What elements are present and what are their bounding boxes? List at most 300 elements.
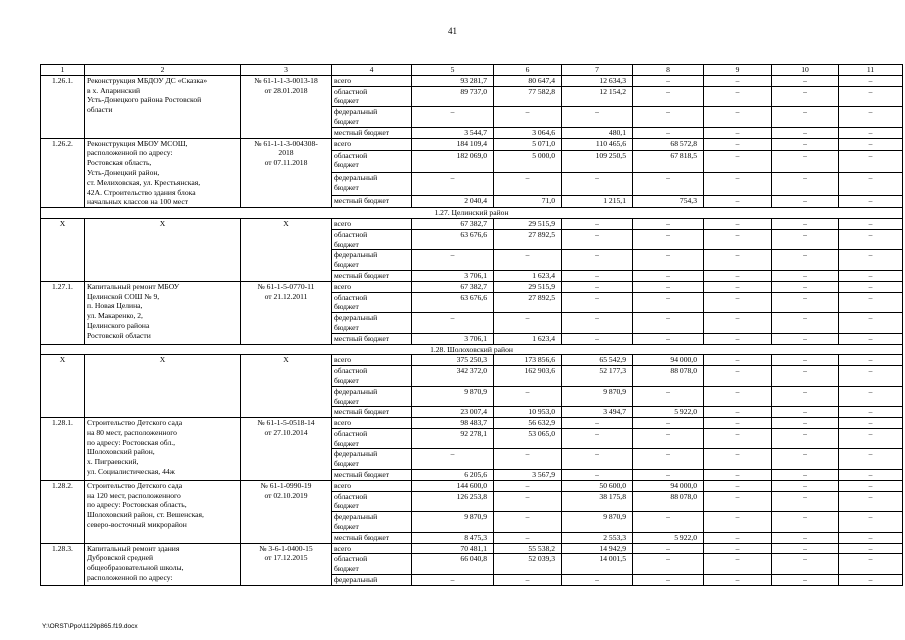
value-cell: – [839, 196, 903, 208]
funding-source [332, 428, 412, 449]
value-cell: – [704, 428, 772, 449]
text-line: бюджет [334, 438, 359, 448]
value-cell: – [704, 270, 772, 281]
text-line: всего [334, 480, 352, 490]
text-line: федеральный [334, 313, 378, 323]
text-line: от 02.10.2019 [264, 490, 308, 500]
funding-source [332, 532, 412, 543]
text-line: бюджет [334, 302, 359, 312]
value-cell: – [704, 554, 772, 575]
value-cell: – [772, 532, 839, 543]
value-cell: – [412, 250, 494, 271]
value-cell: 6 205,6 [412, 470, 494, 481]
value-cell: 56 632,9 [494, 418, 562, 429]
value-cell: – [839, 428, 903, 449]
item-number: Х [41, 218, 85, 281]
value-cell: – [562, 575, 633, 586]
value-cell: – [633, 107, 704, 128]
text-line: области [87, 105, 113, 115]
value-cell: 10 953,0 [494, 407, 562, 418]
text-line: местный бюджет [334, 270, 390, 280]
value-cell: – [839, 512, 903, 533]
value-cell: 2 553,3 [562, 532, 633, 543]
text-line: Х [159, 355, 166, 365]
value-cell: 94 000,0 [633, 355, 704, 366]
text-line: Реконструкция МБДОУ ДС «Сказка» [87, 75, 208, 85]
text-line: бюджет [334, 183, 359, 193]
value-cell: – [633, 75, 704, 86]
text-line: федеральный [334, 173, 378, 183]
text-line: Целинского района [87, 320, 150, 330]
value-cell: – [772, 449, 839, 470]
value-cell: 70 481,1 [412, 543, 494, 554]
item-number: 1.28.1. [41, 418, 85, 481]
table-row [41, 480, 903, 491]
value-cell: – [839, 355, 903, 366]
item-document [241, 218, 332, 281]
value-cell: – [772, 355, 839, 366]
text-line: от 17.12.2015 [264, 553, 308, 563]
value-cell: – [494, 107, 562, 128]
item-document [241, 355, 332, 418]
value-cell: 12 634,3 [562, 75, 633, 86]
value-cell: – [494, 512, 562, 533]
value-cell: – [772, 150, 839, 173]
text-line: п. Новая Целина, [87, 301, 143, 311]
value-cell: – [772, 428, 839, 449]
text-line: № 61-1-0990-19 [260, 480, 312, 490]
text-line: местный бюджет [334, 333, 390, 343]
value-cell: – [562, 449, 633, 470]
value-cell: 63 676,6 [412, 292, 494, 313]
value-cell: – [494, 491, 562, 512]
section-title: 1.27. Целинский район [41, 208, 903, 219]
value-cell: – [839, 270, 903, 281]
value-cell: 27 892,5 [494, 292, 562, 313]
section-heading-row [41, 344, 903, 355]
value-cell: – [704, 532, 772, 543]
text-line: бюджет [334, 501, 359, 511]
value-cell: – [704, 196, 772, 208]
value-cell: – [772, 575, 839, 586]
value-cell: – [772, 491, 839, 512]
value-cell: – [772, 270, 839, 281]
funding-source [332, 333, 412, 344]
text-line: всего [334, 418, 352, 428]
value-cell: – [494, 386, 562, 407]
value-cell: – [494, 449, 562, 470]
value-cell: – [839, 532, 903, 543]
value-cell: 3 567,9 [494, 470, 562, 481]
value-cell: 66 040,8 [412, 554, 494, 575]
text-line: федеральный [334, 575, 378, 585]
value-cell: – [839, 150, 903, 173]
value-cell: – [494, 250, 562, 271]
funding-source [332, 270, 412, 281]
value-cell: – [839, 543, 903, 554]
header-cell: 6 [494, 65, 562, 76]
value-cell: – [562, 313, 633, 334]
value-cell: 173 856,6 [494, 355, 562, 366]
value-cell: – [633, 86, 704, 107]
value-cell: – [839, 470, 903, 481]
text-line: Строительство Детского сада [87, 480, 183, 490]
value-cell: 38 175,8 [562, 491, 633, 512]
text-line: 42А. Строительство здания блока [87, 187, 196, 197]
value-cell: – [839, 313, 903, 334]
value-cell: – [633, 386, 704, 407]
value-cell: 50 600,0 [562, 480, 633, 491]
funding-source [332, 229, 412, 250]
value-cell: – [704, 418, 772, 429]
funding-source [332, 418, 412, 429]
text-line: общеобразовательной школы, [87, 563, 184, 573]
item-document [241, 480, 332, 543]
text-line: от 27.10.2014 [264, 427, 308, 437]
item-number: 1.28.3. [41, 543, 85, 585]
value-cell: – [839, 575, 903, 586]
value-cell: 88 078,0 [633, 491, 704, 512]
funding-source [332, 86, 412, 107]
value-cell: 5 000,0 [494, 150, 562, 173]
table-row [41, 543, 903, 554]
value-cell: – [772, 138, 839, 150]
text-line: бюджет [334, 96, 359, 106]
funding-source [332, 150, 412, 173]
text-line: бюджет [334, 459, 359, 469]
value-cell: – [494, 480, 562, 491]
value-cell: 375 250,3 [412, 355, 494, 366]
item-number: 1.26.2. [41, 138, 85, 208]
funding-source [332, 292, 412, 313]
value-cell: – [839, 281, 903, 292]
value-cell: 94 000,0 [633, 480, 704, 491]
item-name [85, 480, 241, 543]
value-cell: – [704, 512, 772, 533]
value-cell: – [412, 173, 494, 196]
value-cell: – [839, 554, 903, 575]
value-cell: – [633, 270, 704, 281]
text-line: бюджет [334, 239, 359, 249]
value-cell: – [839, 386, 903, 407]
value-cell: – [772, 386, 839, 407]
text-line: областной [334, 86, 368, 96]
value-cell: – [704, 407, 772, 418]
value-cell: – [839, 480, 903, 491]
value-cell: 182 069,0 [412, 150, 494, 173]
header-cell: 9 [704, 65, 772, 76]
text-line: бюджет [334, 260, 359, 270]
value-cell: 184 109,4 [412, 138, 494, 150]
text-line: местный бюджет [334, 532, 390, 542]
value-cell: – [633, 449, 704, 470]
header-cell: 7 [562, 65, 633, 76]
value-cell: 9 870,9 [562, 386, 633, 407]
value-cell: 3 494,7 [562, 407, 633, 418]
value-cell: – [494, 532, 562, 543]
text-line: всего [334, 281, 352, 291]
header-cell: 11 [839, 65, 903, 76]
value-cell: 5 922,0 [633, 532, 704, 543]
funding-source [332, 554, 412, 575]
value-cell: – [839, 449, 903, 470]
value-cell: – [704, 173, 772, 196]
value-cell: – [839, 407, 903, 418]
value-cell: – [633, 173, 704, 196]
value-cell: 109 250,5 [562, 150, 633, 173]
value-cell: 14 942,9 [562, 543, 633, 554]
text-line: по адресу: Ростовская область, [87, 500, 187, 510]
header-cell: 3 [241, 65, 332, 76]
text-line: Ростовской области [87, 330, 151, 340]
item-name [85, 138, 241, 208]
value-cell: 126 253,8 [412, 491, 494, 512]
text-line: областной [334, 554, 368, 564]
value-cell: – [494, 313, 562, 334]
value-cell: – [772, 75, 839, 86]
funding-source [332, 491, 412, 512]
item-name [85, 75, 241, 138]
header-cell: 10 [772, 65, 839, 76]
header-cell: 5 [412, 65, 494, 76]
value-cell: – [772, 196, 839, 208]
value-cell: 67 382,7 [412, 218, 494, 229]
table-row [41, 138, 903, 150]
value-cell: – [562, 107, 633, 128]
value-cell: – [704, 333, 772, 344]
value-cell: 5 922,0 [633, 407, 704, 418]
funding-source [332, 512, 412, 533]
page-number: 41 [448, 26, 457, 36]
value-cell: – [704, 386, 772, 407]
text-line: областной [334, 491, 368, 501]
value-cell: – [704, 292, 772, 313]
value-cell: – [772, 554, 839, 575]
value-cell: 1 623,4 [494, 270, 562, 281]
text-line: Х [283, 218, 289, 228]
value-cell: – [839, 107, 903, 128]
value-cell: – [562, 281, 633, 292]
value-cell: 2 040,4 [412, 196, 494, 208]
value-cell: – [562, 173, 633, 196]
value-cell: – [704, 138, 772, 150]
funding-source [332, 313, 412, 334]
item-document [241, 281, 332, 344]
value-cell: 29 515,9 [494, 218, 562, 229]
value-cell: – [772, 418, 839, 429]
item-name [85, 418, 241, 481]
funding-source [332, 107, 412, 128]
text-line: бюджет [334, 116, 359, 126]
value-cell: – [704, 355, 772, 366]
text-line: всего [334, 218, 352, 228]
text-line: областной [334, 366, 368, 376]
value-cell: – [704, 281, 772, 292]
value-cell: – [704, 491, 772, 512]
value-cell: 754,3 [633, 196, 704, 208]
value-cell: – [704, 449, 772, 470]
text-line: № 61-1-5-0770-11 [257, 281, 315, 291]
text-line: областной [334, 428, 368, 438]
value-cell: – [704, 218, 772, 229]
value-cell: – [562, 428, 633, 449]
text-line: Ростовская область, [87, 158, 152, 168]
value-cell: – [839, 333, 903, 344]
value-cell: – [772, 173, 839, 196]
text-line: бюджет [334, 322, 359, 332]
value-cell: 92 278,1 [412, 428, 494, 449]
funding-source [332, 138, 412, 150]
value-cell: – [839, 218, 903, 229]
value-cell: 110 465,6 [562, 138, 633, 150]
value-cell: – [839, 86, 903, 107]
text-line: бюджет [334, 160, 359, 170]
value-cell: 9 870,9 [412, 512, 494, 533]
funding-source [332, 575, 412, 586]
value-cell: – [772, 86, 839, 107]
value-cell: 67 818,5 [633, 150, 704, 173]
text-line: на 120 мест, расположенного [87, 490, 181, 500]
value-cell: – [633, 281, 704, 292]
value-cell: 88 078,0 [633, 366, 704, 387]
funding-source [332, 250, 412, 271]
value-cell: 480,1 [562, 127, 633, 138]
table-row [41, 418, 903, 429]
value-cell: – [412, 575, 494, 586]
value-cell: – [412, 107, 494, 128]
value-cell: – [633, 575, 704, 586]
value-cell: 52 177,3 [562, 366, 633, 387]
value-cell: – [562, 250, 633, 271]
table-row [41, 218, 903, 229]
value-cell: – [704, 107, 772, 128]
value-cell: – [633, 554, 704, 575]
value-cell: – [633, 418, 704, 429]
text-line: федеральный [334, 449, 378, 459]
item-name [85, 543, 241, 585]
item-name [85, 355, 241, 418]
text-line: всего [334, 543, 352, 553]
value-cell: – [704, 480, 772, 491]
value-cell: – [839, 229, 903, 250]
value-cell: – [704, 86, 772, 107]
value-cell: 5 071,0 [494, 138, 562, 150]
value-cell: – [633, 470, 704, 481]
value-cell: 63 676,6 [412, 229, 494, 250]
text-line: местный бюджет [334, 127, 390, 137]
funding-source [332, 386, 412, 407]
text-line: Дубровской средней [87, 553, 154, 563]
value-cell: 9 870,9 [412, 386, 494, 407]
text-line: Целинской СОШ № 9, [87, 291, 160, 301]
value-cell: – [704, 150, 772, 173]
text-line: по адресу: Ростовская обл., [87, 437, 176, 447]
value-cell: 3 064,6 [494, 127, 562, 138]
table-row [41, 75, 903, 86]
value-cell: 80 647,4 [494, 75, 562, 86]
item-number: 1.27.1. [41, 281, 85, 344]
value-cell: – [772, 313, 839, 334]
value-cell: – [633, 229, 704, 250]
value-cell: – [839, 366, 903, 387]
text-line: № 61-1-1-3-0013-18 [254, 75, 318, 85]
value-cell: – [633, 292, 704, 313]
value-cell: – [772, 407, 839, 418]
value-cell: – [772, 281, 839, 292]
funding-source [332, 407, 412, 418]
value-cell: – [412, 313, 494, 334]
table-row [41, 355, 903, 366]
value-cell: 52 039,3 [494, 554, 562, 575]
table-row [41, 281, 903, 292]
text-line: местный бюджет [334, 407, 390, 417]
value-cell: – [562, 418, 633, 429]
text-line: № 3-6-1-0400-15 [259, 543, 313, 553]
table-body [41, 65, 903, 586]
value-cell: – [772, 333, 839, 344]
funding-source [332, 127, 412, 138]
value-cell: – [704, 250, 772, 271]
funding-source [332, 543, 412, 554]
value-cell: – [633, 127, 704, 138]
value-cell: – [633, 333, 704, 344]
value-cell: – [839, 250, 903, 271]
text-line: местный бюджет [334, 470, 390, 480]
text-line: 2018 [278, 148, 294, 158]
text-line: местный бюджет [334, 196, 390, 206]
section-title: 1.28. Шолоховский район [41, 344, 903, 355]
header-cell: 8 [633, 65, 704, 76]
value-cell: – [772, 366, 839, 387]
value-cell: – [839, 418, 903, 429]
text-line: расположенной по адресу: [87, 573, 173, 583]
value-cell: – [412, 449, 494, 470]
text-line: х. Пиграевский, [87, 457, 139, 467]
value-cell: – [839, 292, 903, 313]
text-line: ул. Социалистическая, 44ж [87, 467, 175, 477]
header-cell: 4 [332, 65, 412, 76]
text-line: ст. Мелиховская, ул. Крестьянская, [87, 177, 201, 187]
value-cell: – [633, 313, 704, 334]
value-cell: 67 382,7 [412, 281, 494, 292]
value-cell: – [772, 480, 839, 491]
value-cell: 3 706,1 [412, 333, 494, 344]
item-name [85, 281, 241, 344]
text-line: расположенной по адресу: [87, 148, 173, 158]
item-number: 1.28.2. [41, 480, 85, 543]
text-line: областной [334, 229, 368, 239]
value-cell: – [633, 250, 704, 271]
text-line: от 07.11.2018 [264, 158, 308, 168]
value-cell: 27 892,5 [494, 229, 562, 250]
value-cell: – [562, 333, 633, 344]
text-line: Реконструкция МБОУ МСОШ, [87, 138, 188, 148]
funding-source [332, 480, 412, 491]
section-heading-row [41, 208, 903, 219]
value-cell: – [839, 138, 903, 150]
text-line: федеральный [334, 250, 378, 260]
value-cell: 93 281,7 [412, 75, 494, 86]
text-line: всего [334, 75, 352, 85]
text-line: начальных классов на 100 мест [87, 197, 189, 207]
value-cell: – [839, 491, 903, 512]
text-line: Капитальный ремонт МБОУ [87, 281, 180, 291]
value-cell: 8 475,3 [412, 532, 494, 543]
value-cell: 71,0 [494, 196, 562, 208]
text-line: Шолоховский район, [87, 447, 155, 457]
value-cell: – [633, 428, 704, 449]
value-cell: 1 215,1 [562, 196, 633, 208]
